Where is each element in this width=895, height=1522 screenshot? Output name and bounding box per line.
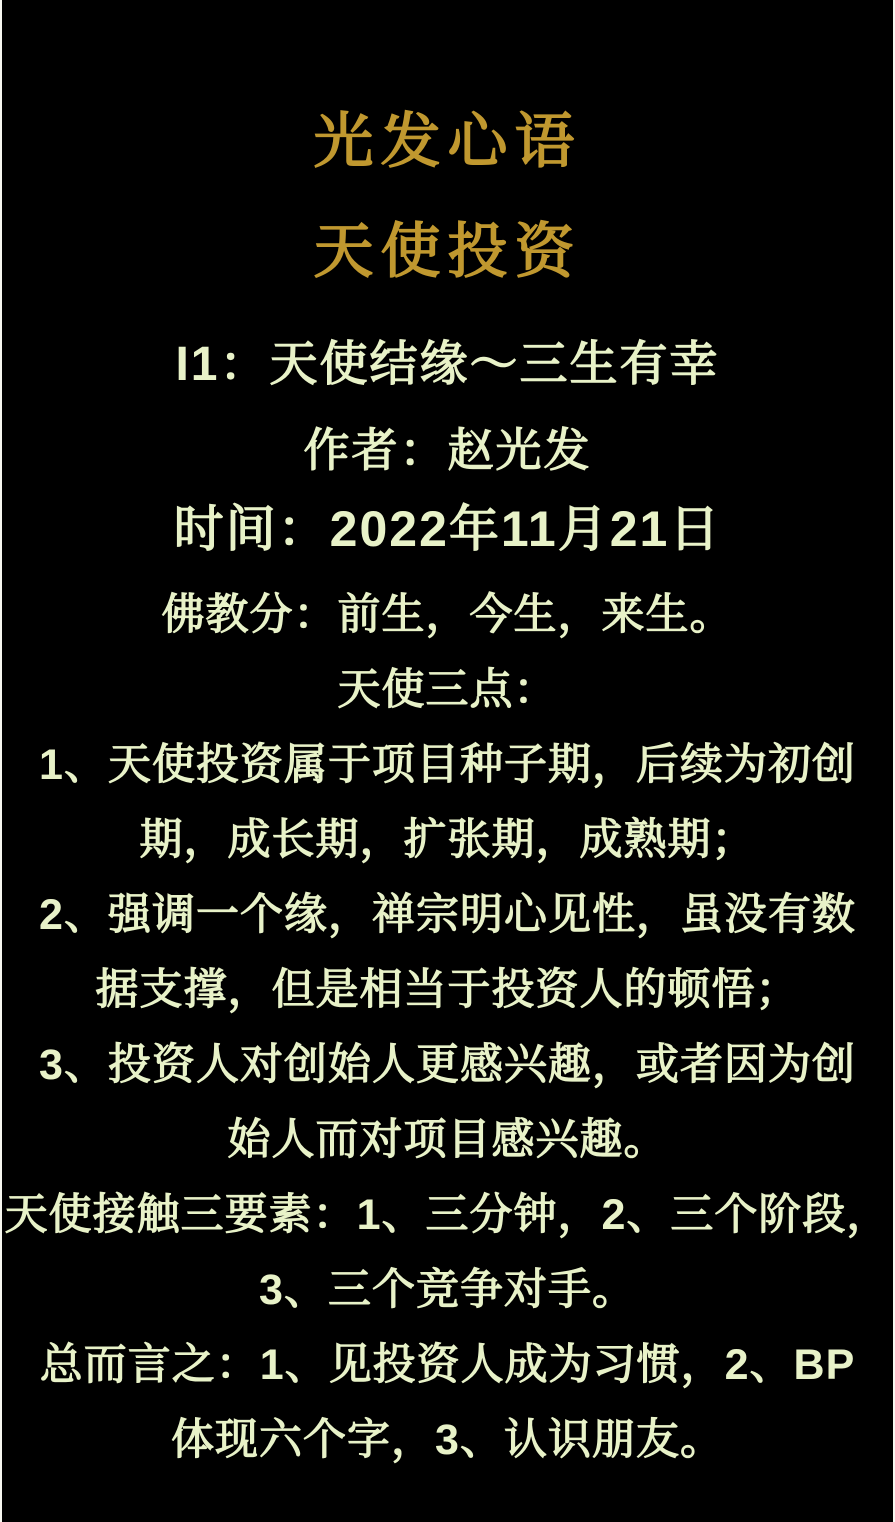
series-title: 光发心语 (313, 108, 582, 175)
text-row-three-elements-line2: 3、三个竞争对手。 (259, 1266, 636, 1314)
text-row-three-elements-line1: 天使接触三要素：1、三分钟，2、三个阶段， (4, 1191, 891, 1239)
text-row-summary-line2: 体现六个字，3、认识朋友。 (171, 1416, 724, 1464)
text-row-point1-line2: 期，成长期，扩张期，成熟期； (139, 816, 756, 864)
text-row-point3-line1: 3、投资人对创始人更感兴趣，或者因为创 (39, 1041, 856, 1089)
date-line: 时间：2022年11月21日 (173, 501, 722, 557)
author-line: 作者：赵光发 (303, 424, 592, 476)
left-edge-line (0, 0, 2, 1522)
text-row-point3-line2: 始人而对项目感兴趣。 (227, 1116, 668, 1164)
text-row-buddhism: 佛教分：前生，今生，来生。 (161, 591, 734, 639)
episode-subtitle: I1：天使结缘～三生有幸 (175, 338, 720, 391)
text-row-point1-line1: 1、天使投资属于项目种子期，后续为初创 (39, 741, 856, 789)
text-row-summary-line1: 总而言之：1、见投资人成为习惯，2、BP (39, 1341, 856, 1389)
text-row-three-points-heading: 天使三点： (337, 666, 558, 714)
text-row-point2-line2: 据支撑，但是相当于投资人的顿悟； (95, 966, 800, 1014)
text-row-point2-line1: 2、强调一个缘，禅宗明心见性，虽没有数 (39, 891, 856, 939)
body-text (0, 578, 895, 1478)
topic-title: 天使投资 (313, 218, 582, 285)
